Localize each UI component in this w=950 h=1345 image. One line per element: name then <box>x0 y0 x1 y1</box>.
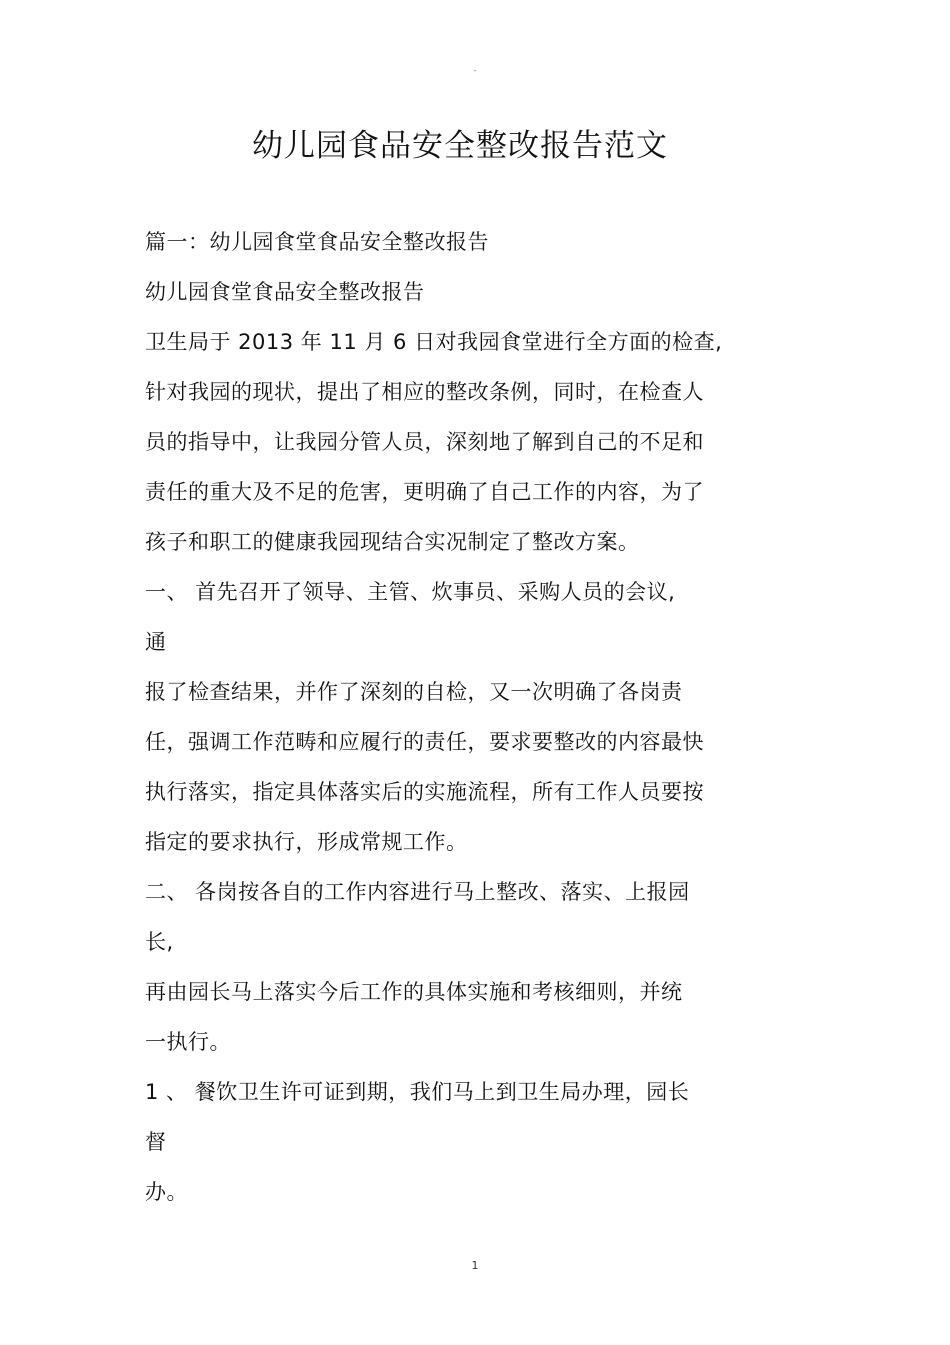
document-title: 幼儿园食品安全整改报告范文 <box>252 128 668 164</box>
paragraph-line: 报了检查结果，并作了深刻的自检，又一次明确了各岗责 <box>145 680 683 704</box>
paragraph-line: 办。 <box>145 1180 188 1204</box>
paragraph-line: 执行落实，指定具体落实后的实施流程，所有工作人员要按 <box>145 780 704 804</box>
paragraph-line: 指定的要求执行，形成常规工作。 <box>145 830 468 854</box>
list-item-line: 1 、 餐饮卫生许可证到期，我们马上到卫生局办理，园长 <box>145 1080 690 1104</box>
paragraph-line: 孩子和职工的健康我园现结合实况制定了整改方案。 <box>145 530 640 554</box>
page-number: 1 <box>471 1259 479 1272</box>
header-mark: - <box>473 66 477 76</box>
paragraph-line: 任，强调工作范畴和应履行的责任，要求要整改的内容最快 <box>145 730 704 754</box>
paragraph-line: 卫生局于 2013 年 11 月 6 日对我园食堂进行全方面的检查, <box>145 330 723 354</box>
paragraph-line: 一执行。 <box>145 1030 231 1054</box>
paragraph-line: 针对我园的现状，提出了相应的整改条例，同时，在检查人 <box>145 380 704 404</box>
section-heading: 篇一：幼儿园食堂食品安全整改报告 <box>145 230 489 254</box>
paragraph-line: 长, <box>145 930 174 954</box>
list-item-line: 二、 各岗按各自的工作内容进行马上整改、落实、上报园 <box>145 880 690 904</box>
paragraph-line: 员的指导中，让我园分管人员，深刻地了解到自己的不足和 <box>145 430 704 454</box>
paragraph-line: 责任的重大及不足的危害，更明确了自己工作的内容，为了 <box>145 480 704 504</box>
paragraph-line: 通 <box>145 630 167 654</box>
paragraph-line: 再由园长马上落实今后工作的具体实施和考核细则，并统 <box>145 980 683 1004</box>
report-heading: 幼儿园食堂食品安全整改报告 <box>145 280 425 304</box>
list-item-line: 一、 首先召开了领导、主管、炊事员、采购人员的会议, <box>145 580 676 604</box>
paragraph-line: 督 <box>145 1130 167 1154</box>
